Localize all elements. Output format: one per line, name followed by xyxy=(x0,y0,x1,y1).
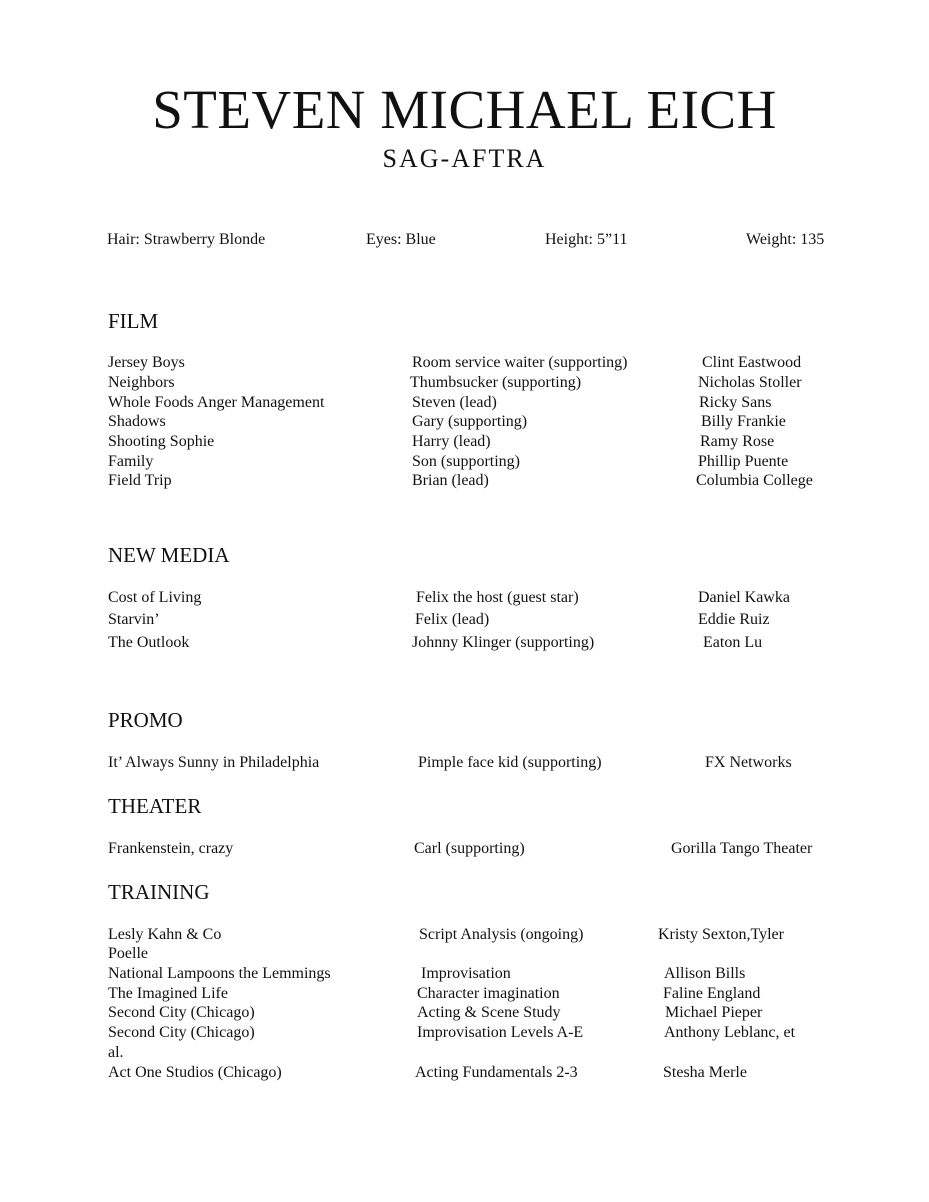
training-place: The Imagined Life xyxy=(108,985,228,1002)
training-teacher: Anthony Leblanc, et xyxy=(664,1024,796,1041)
credit-director: Billy Frankie xyxy=(701,413,786,430)
training-row xyxy=(0,944,929,964)
stat-hair: Hair: Strawberry Blonde xyxy=(107,231,266,248)
stat-height: Height: 5”11 xyxy=(545,231,628,248)
section-title-new-media: NEW MEDIA xyxy=(108,543,230,567)
credit-project: Field Trip xyxy=(108,472,172,489)
training-place: al. xyxy=(108,1044,124,1061)
section-title-promo: PROMO xyxy=(108,708,183,732)
credit-project: Jersey Boys xyxy=(108,354,185,371)
credit-row xyxy=(0,471,929,491)
union-affiliation: SAG-AFTRA xyxy=(382,144,547,173)
credit-role: Harry (lead) xyxy=(412,433,491,450)
training-place: Second City (Chicago) xyxy=(108,1024,255,1041)
training-teacher: Stesha Merle xyxy=(663,1064,747,1081)
stat-eyes: Eyes: Blue xyxy=(366,231,436,248)
credit-director: Eddie Ruiz xyxy=(698,611,770,628)
training-row xyxy=(0,964,929,984)
training-course: Script Analysis (ongoing) xyxy=(419,926,584,943)
credit-project: Neighbors xyxy=(108,374,175,391)
training-course: Improvisation Levels A-E xyxy=(417,1024,584,1041)
credit-project: Shadows xyxy=(108,413,166,430)
training-teacher: Allison Bills xyxy=(664,965,746,982)
credit-director: Eaton Lu xyxy=(703,634,763,651)
credit-row xyxy=(0,839,929,859)
training-row xyxy=(0,1003,929,1023)
credit-director: Columbia College xyxy=(696,472,813,489)
training-row xyxy=(0,1023,929,1043)
credit-director: Gorilla Tango Theater xyxy=(671,840,813,857)
credit-row xyxy=(0,353,929,373)
training-row xyxy=(0,925,929,945)
section-title-theater: THEATER xyxy=(108,794,202,818)
credit-row xyxy=(0,753,929,773)
credit-row xyxy=(0,412,929,432)
credit-role: Gary (supporting) xyxy=(412,413,528,430)
training-place: Second City (Chicago) xyxy=(108,1004,255,1021)
credit-role: Room service waiter (supporting) xyxy=(412,354,628,371)
training-course: Improvisation xyxy=(421,965,511,982)
credit-role: Carl (supporting) xyxy=(414,840,525,857)
credit-row xyxy=(0,393,929,413)
credit-project: Frankenstein, crazy xyxy=(108,840,234,857)
credit-role: Felix (lead) xyxy=(415,611,490,628)
credit-role: Steven (lead) xyxy=(412,394,497,411)
credit-role: Son (supporting) xyxy=(412,453,520,470)
credit-project: It’ Always Sunny in Philadelphia xyxy=(108,754,320,771)
actor-name: STEVEN MICHAEL EICH xyxy=(152,79,777,140)
training-place: Act One Studios (Chicago) xyxy=(108,1064,282,1081)
training-row xyxy=(0,1063,929,1083)
credit-project: Cost of Living xyxy=(108,589,202,606)
credit-row xyxy=(0,452,929,472)
credit-director: Ricky Sans xyxy=(699,394,772,411)
training-course: Acting & Scene Study xyxy=(417,1004,561,1021)
training-teacher: Michael Pieper xyxy=(665,1004,763,1021)
credit-project: The Outlook xyxy=(108,634,190,651)
credit-project: Starvin’ xyxy=(108,611,160,628)
credit-director: Nicholas Stoller xyxy=(698,374,802,391)
training-place: Lesly Kahn & Co xyxy=(108,926,222,943)
credit-row xyxy=(0,373,929,393)
credit-row xyxy=(0,432,929,452)
section-title-training: TRAINING xyxy=(108,880,210,904)
training-place: National Lampoons the Lemmings xyxy=(108,965,331,982)
credit-project: Whole Foods Anger Management xyxy=(108,394,325,411)
training-place: Poelle xyxy=(108,945,148,962)
training-teacher: Kristy Sexton,Tyler xyxy=(658,926,784,943)
credit-row xyxy=(0,633,929,653)
credit-director: Ramy Rose xyxy=(700,433,775,450)
credit-row xyxy=(0,610,929,630)
credit-role: Thumbsucker (supporting) xyxy=(410,374,582,391)
credit-project: Family xyxy=(108,453,154,470)
credit-role: Felix the host (guest star) xyxy=(416,589,579,606)
training-row xyxy=(0,1043,929,1063)
credit-role: Pimple face kid (supporting) xyxy=(418,754,602,771)
credit-director: Clint Eastwood xyxy=(702,354,802,371)
credit-row xyxy=(0,588,929,608)
training-course: Character imagination xyxy=(417,985,560,1002)
training-teacher: Faline England xyxy=(663,985,761,1002)
section-title-film: FILM xyxy=(108,309,159,333)
stat-weight: Weight: 135 xyxy=(746,231,825,248)
training-row xyxy=(0,984,929,1004)
credit-project: Shooting Sophie xyxy=(108,433,215,450)
credit-director: Phillip Puente xyxy=(698,453,789,470)
training-course: Acting Fundamentals 2-3 xyxy=(415,1064,578,1081)
credit-director: FX Networks xyxy=(705,754,792,771)
credit-role: Brian (lead) xyxy=(412,472,489,489)
credit-director: Daniel Kawka xyxy=(698,589,790,606)
credit-role: Johnny Klinger (supporting) xyxy=(412,634,595,651)
